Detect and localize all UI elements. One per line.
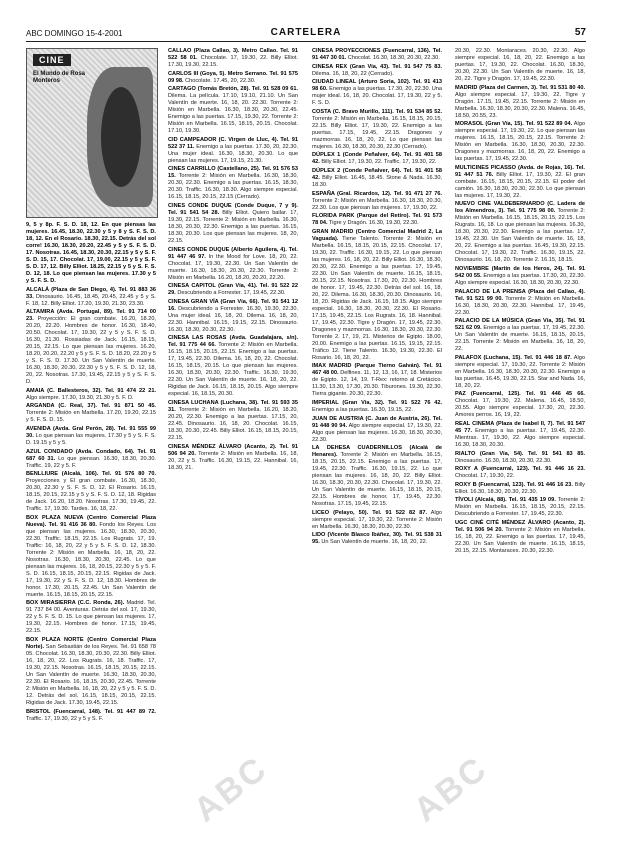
cinema-listing <box>455 497 585 518</box>
cinema-listing <box>26 426 156 447</box>
cinema-listing <box>312 229 442 362</box>
cinema-listing <box>455 355 585 390</box>
cinema-name: 9, 5 y 8p. F. S. D. 18, 12. En que piensas las mujeres. 16.45, 18.30, 22.30 y 5 y 8 y S. F. S. D. 18, 12. En el Rosario. 18.30, 22.15. Detrás del sol corre! 16.30, 18.30, 20.20, 22.45 y 5 y S. F. S. D. 17. Nosotras. 16.45, 18.30, 20.30, 22.15 y 5 y S. F. S. D. 15, 17. Chocolat. 17, 19.00, 22.15 y 5 y S. F. S. D. 17, 12. Billy Elliot. 18.25, 22.15 y 5 y S. F. S. D. 12, 18. Lo que piensan las mujeres. 17.30 y 5 y S. F. S. D. <box>26 222 156 284</box>
cinema-name: NUEVO CINE VALDEBERNARDO (C. Ladera de los Almendros, 3). Tel. 91 775 98 00. <box>455 201 585 215</box>
cinema-name: ROXY B (Fuencarral, 123). Tel. 91 446 16 23. <box>455 481 573 488</box>
showtimes-text: Algo siempre especial. 17, 19.30, 22. Lo que piensan las mujeres. 16.15, 18.15, 20.15, 22.15. Torrente 2: Misión en Marbella. 16.30, 18.30, 20.30, 22.30. Dragones y mazmorras. 16, 18, 20, 22. Enemigo a las puertas. 17, 19.45, 22.30. <box>455 121 585 163</box>
cinema-name: LIDO (Vicente Blasco Ibáñez, 30). Tel. 91 538 31 95. <box>312 532 442 546</box>
showtimes-text: Algo siempre. 17.30, 19.30, 21.30 y 5. F. D. <box>26 394 134 401</box>
cine-banner-image <box>26 48 158 218</box>
showtimes-text: Dinosaurio. 16.30, 18.30, 20.30, 22.30. <box>455 457 552 464</box>
showtimes-text: Torrente 2: Misión en Marbella. 17.20, 19.20, 22.15 y 5. F. S. D. 15. <box>26 410 156 424</box>
cinema-name: REAL CINEMA (Plaza de Isabel II, 7). Tel. 91 547 45 77. <box>455 420 585 434</box>
cinema-listing <box>168 166 298 201</box>
cinema-listing <box>168 71 298 85</box>
cinema-listing <box>455 266 585 287</box>
cinema-name: MORASOL (Gran Vía, 15). Tel. 91 522 89 04. <box>455 121 573 128</box>
showtimes-text: Billy Elliot. 17, 19.30, 22. El gran combate. 16.15, 18.15, 20.15, 22.15. El poder del camión. 16.30, 18.30, 20.30, 22.30. Lo que piensan las mujeres. 17, 19.30, 22. <box>455 171 585 199</box>
page-number: 57 <box>574 27 586 38</box>
cinema-listing <box>312 363 442 398</box>
issue-date: ABC DOMINGO 15-4-2001 <box>26 29 123 38</box>
cinema-name: BOX PLAZA NORTE (Centro Comercial Plaza Norte). <box>26 636 156 650</box>
cinema-name: ALCALÁ (Plaza de San Diego, 4). Tel. 91 883 36 33. <box>26 286 156 300</box>
showtimes-text: Torrente 2: Misión en Marbella. 16, 18, 20, 22. Enemigo a las puertas. 17, 19.45, 22.30. Un San Valentín de muerte. 16.15, 18.15, 20.15, 22.15. Montaraces. 20.30, 22.30. <box>455 526 585 554</box>
cinema-name: COSTA (C. Bravo Murillo, 111). Tel. 91 534 85 52. <box>312 108 442 115</box>
cinema-name: LICEO (Pelayo, 50). Tel. 91 522 82 87. <box>312 509 428 516</box>
showtimes-text: Billy Elliot. 16.45, 18.45. Stone & Nada. 16.30, 18.30. <box>312 174 442 188</box>
cinema-listing <box>455 520 585 555</box>
banner-title: CINE <box>33 54 71 66</box>
cinema-listing <box>455 165 585 200</box>
cinema-listing <box>312 416 442 444</box>
cinema-name: CINESA LUCHANA (Luchana, 38). Tel. 91 593 35 31. <box>168 399 298 413</box>
cinema-listing <box>26 637 156 707</box>
showtimes-text: Torrente 2: Misión en Marbella. 16.15, 18.15, 20.15, 22.15. Enemigo a las puertas. 17, 19.45, 22.30. Traffic. 16.30, 19.15, 22. Lo que piensan las mujeres. 16, 18, 20, 22. Billy Elliot. 16.30, 18.30, 20.30, 22.30. Chocolat. 17, 19.30, 22. Un San Valentín de muerte. 16.15, 18.15, 20.15, 22.15. Hombres de honor. 17, 19.45, 22.30. Nosotras. 17.15, 19.45, 22.15. <box>312 452 442 508</box>
cinema-name: FLORIDA PARK (Parque del Retiro). Tel. 91 573 78 04. <box>312 213 442 227</box>
cinema-name: JUAN DE AUSTRIA (C. Juan de Austria, 26). Tel. 91 448 90 94. <box>312 415 442 429</box>
cinema-listing <box>455 482 585 496</box>
cinema-name: BOX PLAZA NUEVA (Centro Comercial Plaza Nueva). Tel. 91 416 36 80. <box>26 514 156 528</box>
showtimes-text: Dilema. La película. 17.10, 19.10, 21.10. Un San Valentín de muerte. 16, 18, 20. 22.30. Torrente 2: Misión en Marbella. 16.30, 18.30, 20.30, 22.45. Enemigo a las puertas. 17.15, 19.30, 22. Torrente 2: Misión en Marbella. 16.15, 18.15, 20.15. Chocolat. 17.10, 19.30. <box>168 93 298 135</box>
cinema-listing <box>26 309 156 386</box>
showtimes-text: Proyecciones y El gran combate. 16.30, 18.30, 20.30, 22.30 y S. F. S. D. 12. El Rosario. 16.15, 18.15, 20.15, 22.15 y 5 y S. F. S. D. 12, 18. Rigidas de Jack. 16.20, 18.20. Nosotras. 17.30, 19.45, 22. Traffic. 17, 19.30. Tardes. 16, 18, 22. <box>26 478 156 513</box>
showtimes-text: San Sebastián de los Reyes. Tel. 91 658 78 05. Chocolat. 16.30, 18.30, 20.30, 22.30. Billy Elliot. 16, 18, 20, 22. Los Rugrats. 16, 18. Traffic. 17, 19.30, 22.15. Nosotras. 16.15, 18.15, 20.15, 22.15. Un San Valentín de muerte. 16.30, 18.30, 20.30, 22.30. El Rosario. 16, 18.15, 20.30, 22.45. Torrente 2: Misión en Marbella. 16, 18, 20, 22 y 5 y 5. F. S. D. 12. Detrás del sol. 16.15, 18.15, 20.15, 22.15. Rigidas de Jack. 17.30, 19.45, 22.15. <box>26 643 156 706</box>
cinema-listing <box>455 318 585 353</box>
cinema-name: CINESA MÉNDEZ ÁLVARO (Acanto, 2). Tel. 91 506 94 20. <box>168 443 298 457</box>
showtimes-text: Enemigo a las puertas. 16.30, 19.15, 22. <box>312 406 413 413</box>
cinema-listing <box>455 391 585 419</box>
showtimes-text: Lo que piensan. 16.30, 18.30, 20.30. Traffic. 19, 22 y 5. F. <box>26 455 156 469</box>
cinema-listing <box>26 403 156 424</box>
showtimes-text: Enemigo a las puertas. 17.30, 20, 22.30. Una mujer ideal. 16, 18, 20. Chocolat. 17, 19.30, 22 y 5. F. S. D. <box>312 86 442 107</box>
cinema-name: PALACIO DE LA MÚSICA (Gran Vía, 35). Tel. 91 521 62 09. <box>455 318 585 332</box>
cinema-listing <box>312 152 442 166</box>
cinema-name: CINES CONDE DUQUE (Alberto Aguilera, 4). Tel. 91 447 46 97. <box>168 246 298 260</box>
showtimes-text: Torrente 2: Misión en Marbella. 16.15, 18.15, 20.15, 22.15. Enemigo a las puertas. 17, 19.45, 22.30. Dilema. 16, 18, 20, 22. Chocolat. 16.15, 18.15, 20.15. Lo que piensan las mujeres. 16.30, 18.30, 20.30, 22.30. Traffic. 16.30, 19.30, 22.30. Un San Valentín de muerte. 16, 18, 20, 22. Rigidas de Jack. 16.15, 18.15, 20.15. Algo siempre especial. 16, 18.15, 20.30. <box>168 342 298 398</box>
showtimes-text: Proyección: El gran combate. 16.20, 18.20, 20.20, 22.20. Hombres de honor. 16.30, 18.40, 20.50. Chocolat. 17, 19.30, 22 y 5 y S. F. S. D. 16.30, 21.30. Rossiadas de Jack. 16.15, 18.15, 20.15, 22.15. Lo que piensan las mujeres. 16.20, 18.20, 20.20, 22.20 y 5 y S. F. S. D. 18.20, 22.20 y 5 y S. F. S. D. 17.30. Un San Valentín de muerte. 16.30, 18.30, 20.30, 22.30 y 5 y 5. F. S. D. 12, 18, 20, 22. Nosotras. 17.30, 19.45, 22.15 y 5 y S. F. S. D. <box>26 316 156 386</box>
listings-column-3 <box>312 48 442 840</box>
cinema-listing <box>26 222 156 285</box>
showtimes-text: Dinosaurio. 16.45, 18.45, 20.45, 22.45 y 5 y S. F. 18, 12. Billy Elliot. 17.20, 19.30, 21.30, 23.30. <box>26 293 156 307</box>
cinema-name: DÚPLEX 2 (Conde Peñalver, 64). Tel. 91 401 58 42. <box>312 167 442 181</box>
cinema-name: CARLOS III (Goya, 5). Metro Serrano. Tel. 91 575 09 98. <box>168 70 298 84</box>
cinema-listing <box>455 48 585 83</box>
showtimes-text: Enemigo a las puertas. 17.30, 20, 22.30. Una mujer ideal. 16.30, 18.30, 20.30. Lo que piensan las mujeres. 17, 19.15, 21.30. <box>168 143 298 164</box>
cinema-listing <box>312 64 442 78</box>
cinema-name: PALACIO DE LA PRENSA (Plaza del Callao, 4). Tel. 91 521 99 00. <box>455 288 585 302</box>
cinema-name: CID CAMPEADOR (C. Virgen de Lluc, 4). Tel. 91 522 37 11. <box>168 136 298 150</box>
showtimes-text: Enemigo a las puertas. 17, 19.45, 22.30. Mientras. 17, 19.30, 22. Algo siempre especial. 16.30, 18.30, 20.30. <box>455 427 585 448</box>
cinema-name: CINES CARRILLO (Castellano, 25). Tel. 91 576 53 15. <box>168 166 298 180</box>
cinema-name: CALLAO (Plaza Callao, 3). Metro Callao. Tel. 91 522 58 01. <box>168 48 298 61</box>
cinema-name: CARTAGO (Tomás Bretón, 28). Tel. 91 528 09 61. <box>168 86 298 93</box>
cinema-name: MADRID (Plaza del Carmen, 3). Tel. 91 531 80 40. <box>455 84 585 91</box>
listings-column-2 <box>168 48 298 840</box>
cinema-name: BOX MIRASIERRA (C.C. Ronda, 26). <box>26 600 125 607</box>
cinema-name: BENLLIURE (Alcalá, 106). Tel. 91 576 80 70. <box>26 471 156 478</box>
cinema-listing <box>26 287 156 308</box>
cinema-listing <box>455 466 585 480</box>
cinema-listing <box>312 48 442 62</box>
showtimes-text: In the Mood for Love. 18, 20, 22. Chocolat. 17, 19.30, 22.30. Un San Valentín de muerte. 16.30, 18.30, 20.30, 22.30. Torrente 2: Misión en Marbella. 16.20, 18.20, 20.20, 22.20. <box>168 253 298 281</box>
cinema-listing <box>26 709 156 723</box>
cinema-listing <box>26 471 156 513</box>
cinema-listing <box>455 201 585 264</box>
showtimes-text: Descubriendo a Forrester. 16.30, 19.30, 22.30. Una mujer ideal. 16, 18, 20. Dilema. 16, 18, 20, 22.30. Hannibal. 16.15, 19.15, 22.15. Dinosaurio. 16.30, 18.30, 20.30, 22.30. <box>168 305 298 333</box>
cinema-listing <box>455 451 585 465</box>
showtimes-text: Tigre y Dragón. 16.30, 19.30, 22.30. <box>327 220 419 227</box>
cinema-name: IMPERIAL (Gran Vía, 32). Tel. 91 522 76 42. <box>312 399 442 406</box>
cinema-listing <box>168 48 298 69</box>
showtimes-text: Torrente 2: Misión en Marbella. 16, 18, 20, 22 y 5. Traffic. 16.30, 19.15, 22. Hannibal. 16, 18.30, 21. <box>168 450 298 471</box>
cinema-listing <box>455 121 585 163</box>
cinema-listing <box>312 532 442 546</box>
showtimes-text: Madrid. Tel. 91 737 84 00. Aventuras. Detrás del sol. 17, 19.30, 22 y 5. F. S. D. 15. Lo que piensan las mujeres. 17, 19.30, 22.15. Hombres de honor. 17.15, 19.45, 22.15. <box>26 600 156 635</box>
cinema-listing <box>168 86 298 135</box>
cinema-name: CINESA LAS ROSAS (Avda. Guadalajara, s/n). Tel. 91 775 44 66. <box>168 335 298 349</box>
cinema-listing <box>455 289 585 317</box>
cinema-name: ESPAÑA (Gral. Ricardos, 12). Tel. 91 471 27 76. <box>312 190 442 197</box>
film-poster-illustration <box>87 67 153 207</box>
showtimes-text: Torrente 2: Misión en Marbella. 16.15, 18.15, 20.15, 22.15. Descubriendo a Forrester. 17, 19.45, 22.30. <box>455 497 585 518</box>
cinema-name: CINESA PROYECCIONES (Fuencarral, 136). Tel. 91 447 30 01. <box>312 48 442 61</box>
showtimes-text: Torrente 2: Misión en Marbella. 16.20, 18.20, 20.20, 22.30. Enemigo a las puertas. 17.15, 20, 22.45. Dinosaurio. 16, 18, 20. Chocolat. 16.15, 18.30, 20.30, 22.45. Billy Elliot. 16.15, 18.15, 20.15, 22.15. <box>168 406 298 441</box>
cinema-name: CINESA CAPITOL (Gran Vía, 41). Tel. 91 522 22 29. <box>168 283 298 297</box>
showtimes-text: Torrente 2: Misión en Marbella. 16.30, 18.30, 20.30, 22.30. Los que piensan las mujeres. 17, 19.30, 22. <box>312 197 442 211</box>
cinema-name: BRISTOL (Fuencarral, 148). Tel. 91 447 89 72. <box>26 708 156 715</box>
showtimes-text: Dilema. 16, 18, 20, 22 (Cerrado). <box>312 70 394 77</box>
cinema-listing <box>26 449 156 470</box>
showtimes-text: Chocolat. 16.30, 18.30, 20.30, 22.30. <box>346 55 440 61</box>
showtimes-text: Enemigo a las puertas. 17, 19.45, 22.30. Un San Valentín de muerte. 16.15, 18.15, 20.15, 22.15. Torrente 2: Misión en Marbella. 16, 18, 20, 22. <box>455 325 585 353</box>
page-header <box>26 27 586 42</box>
showtimes-text: Descubriendo a Forrester. 17, 19.45, 22.30. <box>175 290 286 297</box>
cinema-listing <box>168 335 298 398</box>
banner-subtitle: El Mundo de Rosa Monteros <box>33 71 86 84</box>
showtimes-text: Billy Elliot. Quiero bailar. 17, 19.30, 22.15. Torrente 2: Misión en Marbella. 16.30, 18.30, 20.30, 22.30. Enemigo a las puertas. 16.15, 18.30, 20.30. Los que piensan las mujeres. 18, 20, 22.15. <box>168 209 298 244</box>
cinema-listing <box>312 168 442 189</box>
showtimes-text: Billy Elliot. 16.30, 18.30, 20.30, 22.30. <box>455 481 585 495</box>
cinema-name: UGC CINÉ CITÉ MÉNDEZ ÁLVARO (Acanto, 2). Tel. 91 506 94 20. <box>455 519 585 533</box>
cinema-name: CINES CONDE DUQUE (Conde Duque, 7 y 9). Tel. 91 541 54 28. <box>168 202 298 216</box>
showtimes-text: Fondo los Reyes. Los que piensan las mujeres. 16.30, 18.30, 20.30, 22.30. Traffic. 18.15, 22.15. Los Rugrats. 17, 19. Traffic: 16, 18, 20, 22 y 5 y 5. F. S. D. 12, 18.30. Torrente 2: Misión en Marbella. 16, 18, 20, 22. Nosotras. 16.30, 18.30, 20.30, 22.45. Lo que piensan las mujeres. 16, 18, 20.15, 22.30 y 5 y 5. F. S. D. 16.15, 18.15, 20.15, 22.15. Rigidas de Jack. 17, 19.30, 22 y S. F. S. D. 12, 18.30. Hombres de honor. 17.30, 20.15, 22.45. Un San Valentín de muerte. 16.15, 18.15, 20.15, 22.15. <box>26 521 156 598</box>
cinema-listing <box>312 445 442 508</box>
cinema-name: ALTAMIRA (Avda. Portugal, 89). Tel. 91 714 00 23. <box>26 309 156 323</box>
cinema-name: RIALTO (Gran Vía, 54). Tel. 91 541 83 85. <box>455 450 585 457</box>
cinema-listing <box>168 400 298 442</box>
showtimes-text: Delfines. 11, 12, 13, 16, 17, 18. Misterios de Egipto. 12, 14, 19. T-Rex: retorno al Cretácico. 11.30, 13.30, 17.30, 20.30. Tiburones. 19.30, 22.30. Tierra gigante. 20.30, 22.30. <box>312 370 442 398</box>
showtimes-text: Torrente 2: Misión en Marbella. 16.15, 18.15, 20.15, 22.15. Billy Elliot. 17, 19.30, 22. Enemigo a las puertas. 17.15, 19.45, 22.15. Dragones y mazmorras. 16, 18, 20, 22. Lo que piensan las mujeres. 16.30, 18.30, 20.30, 22.30 (Cerrado). <box>312 115 442 150</box>
cinema-name: CINESA GRAN VÍA (Gran Vía, 66). Tel. 91 541 12 16. <box>168 298 298 312</box>
showtimes-text: Algo siempre especial. 17, 19.30, 22. Algo que piensan las mujeres. 16.30, 18.30, 20.30, 22.30. <box>312 422 442 443</box>
showtimes-text: Chocolate. 17, 19.30, 22. Billy Elliot. 17.30, 19.30, 22.15. <box>168 55 298 68</box>
cinema-name: LA DEHESA CUADERNILLOS (Alcalá de Henares). <box>312 445 442 459</box>
cinema-listing <box>312 191 442 212</box>
cinema-listing <box>168 283 298 297</box>
showtimes-text: Chocolat. 17, 19.30, 22. <box>455 473 515 480</box>
showtimes-text: Tiene Talento. Torrente 2: Misión en Marbella. 16.15, 18.15, 20.15, 22.15. Chocolat. 17, 19.30, 22. Traffic. 16.30, 19.15, 22. Lo que piensan las mujeres. 16, 18, 20, 22. Billy Elliot. 16.30, 18.30, 20.30, 22.30. Enemigo a las puertas. 17, 19.45, 22.30. Un San Valentín de muerte. 16.15, 18.15, 20.15, 22.15. Nosotras. 17.30, 20, 22.30. Hombres de honor. 17, 19.45, 22.30. Detrás del sol. 16, 18, 20, 22. Dilema. 16.30, 18.30, 20.30. Dinosaurio. 16, 18, 20. Rigidas de Jack. 16.15, 18.15. Algo siempre especial. 16.30, 18.30, 20.30, 22.30. El Rosario. 17.15, 19.45, 22.15. Los Rugrats. 16, 18. Hannibal. 17, 19.45, 22.30. Tigre y Dragón. 17, 19.45, 22.30. Dragones y mazmorras. 16.30, 18.30, 20.30, 22.30. Torrente 2. 17, 19, 21. Misterios de Egipto. 18.00, 20.00. Enemigo a las puertas. 16.15, 19.15, 22.15. Tráfico 12. Tiene Talento. 16.30, 19.30, 22.30. El Rosario. 16, 18, 20, 22. <box>312 235 442 361</box>
cinema-listing <box>168 247 298 282</box>
cinema-name: PAZ (Fuencarral, 125). Tel. 91 446 45 66. <box>455 391 585 398</box>
cinema-listing <box>168 203 298 245</box>
cinema-name: MULTICINES PICASSO (Avda. de Rojas, 16). Tel. 91 447 51 76. <box>455 164 585 178</box>
cinema-name: DÚPLEX 1 (Conde Peñalver, 64). Tel. 91 401 58 42. <box>312 152 442 166</box>
cinema-name: IMAX MADRID (Parque Tierno Galván). Tel. 91 467 48 00. <box>312 363 442 377</box>
showtimes-text: Chocolate. 17.45, 20, 22.30. <box>183 77 256 84</box>
showtimes-text: Torrente 2: Misión en Marbella. 16.15, 18.15, 20.15, 22.15. Los Rugrats. 16, 18. Lo que piensan las mujeres. 16.30, 18.30, 20.30, 22.30. Enemigo a las puertas. 17, 19.45, 22.30. Un San Valentín de muerte. 16, 18, 20, 22. Enemigo a las puertas. 16.45, 19.30, 22.15. Chocolat. 17, 19.30, 22. Traffic. 16.30, 19.15, 22. Dinosaurio. 16, 18, 20. Torrente 2. 16.15, 18.15. <box>455 208 585 264</box>
cinema-name: AMAIA (C. Ballesteros, 32). Tel. 91 474 22 21. <box>26 387 156 394</box>
poster-figure <box>101 87 141 187</box>
watermark-logo: ABC <box>186 748 276 830</box>
cinema-listing <box>26 388 156 402</box>
cinema-listing <box>455 85 585 120</box>
cinema-name: AZUL CONDADO (Avda. Condado, 64). Tel. 91 687 60 31. <box>26 448 156 462</box>
cinema-name: CIUDAD LINEAL (Arturo Soria, 102). Tel. 91 413 98 60. <box>312 79 442 93</box>
cinema-name: AVENIDA (Avda. Gral Perón, 28). Tel. 91 555 99 30. <box>26 425 156 439</box>
cinema-name: NOVIEMBRE (Martín de los Heros, 24). Tel. 91 542 00 55. <box>455 265 585 279</box>
cinema-name: ARGANDA (C. Real, 37). Tel. 91 871 50 45. <box>26 403 156 410</box>
section-title: CARTELERA <box>270 27 342 38</box>
cinema-listing <box>26 600 156 635</box>
cinema-name: PALAFOX (Luchana, 15). Tel. 91 446 18 87. <box>455 354 572 361</box>
cinema-listing <box>168 299 298 334</box>
cinema-listing <box>312 213 442 227</box>
showtimes-text: Billy Elliot. 17, 19.30, 22. Traffic. 17, 19.30, 22. <box>319 159 437 166</box>
showtimes-text: Algo siempre especial. 17, 19.30, 22. Torrente 2: Misión en Marbella. 16.30, 18.30, 20.30, 22.30. Enemigo a las puertas. 16.45, 19.30, 22.15. Star and Nada. 16, 18, 20, 22. <box>455 354 585 389</box>
cinema-listing <box>168 444 298 472</box>
showtimes-text: Lo que piensan las mujeres. 17.30 y 5 y S. F. S. D. 19.15 y 5 y 5. <box>26 432 156 446</box>
listings-column-1 <box>26 222 156 840</box>
watermark-logo: ABC <box>406 748 496 830</box>
cinema-listing <box>312 510 442 531</box>
cinema-listing <box>312 109 442 151</box>
showtimes-text: Traffic. 17, 19.30, 22 y 5 y S. F. <box>26 715 104 722</box>
showtimes-text: 20.30, 22.30. Montaraces. 20.30, 22.30. Algo siempre especial. 16, 18, 20, 22. Enemigo a las puertas. 17, 19.30, 22. Chocolat. 16.30, 18.30, 20.30, 22.30. Un San Valentín de muerte. 16, 18, 20, 22. Tigre y Dragón. 17, 19.45, 22.30. <box>455 48 585 82</box>
cinema-listing <box>312 400 442 414</box>
cinema-name: ROXY A (Fuencarral, 123). Tel. 91 446 16 23. <box>455 466 585 473</box>
cinema-name: GRAN MADRID (Centro Comercial Madrid 2, La Vaguada). <box>312 228 442 242</box>
showtimes-text: Un San Valentín de muerte. 16, 18, 20, 22. <box>319 539 428 546</box>
listings-column-4 <box>455 48 585 840</box>
showtimes-text: Chocolat. 17, 19.30, 22. Malena. 16.45, 18.50, 20.55. Algo siempre especial. 17.30, 20, 22.30. Amores perros. 16, 19, 22. <box>455 398 585 419</box>
showtimes-text: Torrente 2: Misión en Marbella. 16.30, 18.30, 20.30, 22.30. Hannibal. 17, 19.45, 22.30. <box>455 295 585 316</box>
cinema-listing <box>312 79 442 107</box>
showtimes-text: Algo siempre especial. 17, 19.30, 22. Torrente 2: Misión en Marbella. 16.30, 18.30, 20.30, 22.30. <box>312 509 442 530</box>
cinema-listing <box>26 515 156 599</box>
showtimes-text: Algo siempre especial. 17, 19.30, 22. Tigre y Dragón. 17.15, 19.45, 22.15. Torrente 2: Misión en Marbella. 16.30, 18.30, 20.30, 22.30. Malena. 16.45, 18.50, 20.55, 23. <box>455 91 585 119</box>
cinema-listing <box>168 137 298 165</box>
showtimes-text: Torrente 2: Misión en Marbella. 16.30, 18.30, 20.30, 22.30. Enemigo a las puertas. 16.15, 18.30, 20.30. Traffic. 16.30, 18.30. Algo siempre especial. 16.15, 18.15, 20.15, 22.15 (Cerrado). <box>168 173 298 201</box>
cinema-listing <box>455 421 585 449</box>
cinema-name: TÍVOLI (Alcalá, 88). Tel. 91 435 19 09. <box>455 497 556 504</box>
cinema-name: CINESA REX (Gran Vía, 43). Tel. 91 547 75 83. <box>312 63 442 70</box>
showtimes-text: Enemigo a las puertas. 17.30, 20, 22.30. Algo siempre especial. 16.30, 18.30, 20.30, 22.30. <box>455 272 585 286</box>
